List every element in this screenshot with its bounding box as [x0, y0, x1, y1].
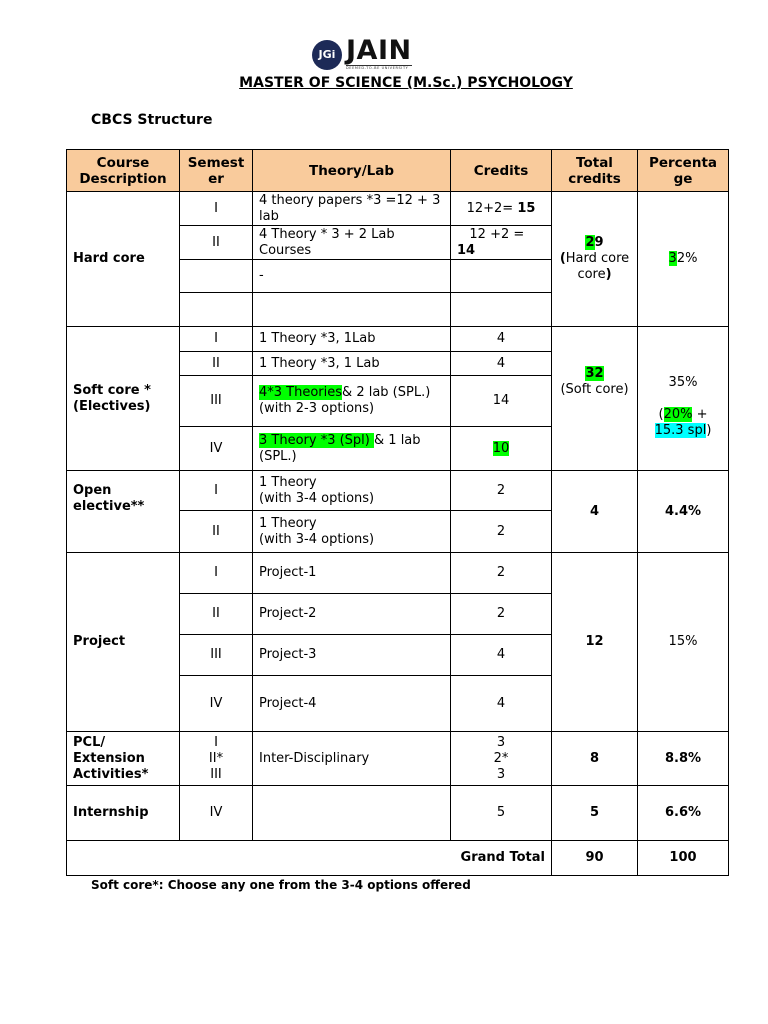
internship-label: Internship [67, 786, 180, 841]
theory-cell: Inter-Disciplinary [253, 732, 451, 786]
open-elective-label: Open elective** [67, 471, 180, 553]
logo-badge: JGi [312, 40, 342, 70]
grand-total-credits: 90 [552, 841, 638, 876]
credits-cell: 2 [451, 471, 552, 511]
table-row [67, 471, 729, 511]
semester-cell: III [180, 635, 253, 676]
credits-cell: 3 2* 3 [451, 732, 552, 786]
semester-cell: IV [180, 676, 253, 732]
semester-cell: I [180, 327, 253, 352]
table-row [67, 192, 729, 226]
theory-cell: 1 Theory *3, 1Lab [253, 327, 451, 352]
table-row [67, 786, 729, 841]
credits-cell: 4 [451, 352, 552, 376]
theory-cell: 4 Theory * 3 + 2 Lab Courses [253, 226, 451, 260]
semester-cell: I [180, 471, 253, 511]
jain-logo [312, 35, 412, 71]
pcl-total: 8 [552, 732, 638, 786]
hard-core-total: 29 (Hard core core) [552, 192, 638, 327]
theory-cell [253, 786, 451, 841]
header-course-description: Course Description [67, 150, 180, 192]
semester-cell: I [180, 192, 253, 226]
page-title: MASTER OF SCIENCE (M.Sc.) PSYCHOLOGY [239, 75, 573, 91]
theory-cell: 4*3 Theories& 2 lab (SPL.) (with 2-3 options) [253, 376, 451, 427]
logo-word: JAIN [346, 35, 412, 66]
header-row [67, 150, 729, 192]
soft-core-percentage: 35% (20% + 15.3 spl) [638, 327, 729, 471]
credits-cell: 4 [451, 327, 552, 352]
grand-total-percentage: 100 [638, 841, 729, 876]
credits-cell: 10 [451, 427, 552, 471]
semester-cell: IV [180, 427, 253, 471]
credits-cell: 12+2= 15 [451, 192, 552, 226]
header-percentage: Percenta ge [638, 150, 729, 192]
internship-percentage: 6.6% [638, 786, 729, 841]
hard-core-label: Hard core [67, 192, 180, 327]
credits-cell [451, 260, 552, 293]
open-elective-percentage: 4.4% [638, 471, 729, 553]
theory-cell: Project-4 [253, 676, 451, 732]
theory-cell: 1 Theory (with 3-4 options) [253, 471, 451, 511]
semester-cell: I II* III [180, 732, 253, 786]
table-row [67, 327, 729, 352]
semester-cell [180, 293, 253, 327]
soft-core-total: 32 (Soft core) [552, 327, 638, 471]
semester-cell: II [180, 594, 253, 635]
pcl-label: PCL/ Extension Activities* [67, 732, 180, 786]
theory-cell: Project-1 [253, 553, 451, 594]
credits-cell: 2 [451, 511, 552, 553]
credits-cell: 2 [451, 553, 552, 594]
project-label: Project [67, 553, 180, 732]
grand-total-label: Grand Total [67, 841, 552, 876]
semester-cell: I [180, 553, 253, 594]
theory-cell [253, 293, 451, 327]
project-total: 12 [552, 553, 638, 732]
semester-cell: II [180, 226, 253, 260]
theory-cell: 4 theory papers *3 =12 + 3 lab [253, 192, 451, 226]
grand-total-row [67, 841, 729, 876]
credits-cell: 4 [451, 635, 552, 676]
semester-cell: II [180, 511, 253, 553]
section-subtitle: CBCS Structure [91, 112, 213, 128]
credits-cell: 5 [451, 786, 552, 841]
theory-cell: Project-2 [253, 594, 451, 635]
credits-cell: 14 [451, 376, 552, 427]
semester-cell: IV [180, 786, 253, 841]
semester-cell: III [180, 376, 253, 427]
cbcs-table [66, 149, 729, 876]
theory-cell: 1 Theory *3, 1 Lab [253, 352, 451, 376]
open-elective-total: 4 [552, 471, 638, 553]
internship-total: 5 [552, 786, 638, 841]
header-credits: Credits [451, 150, 552, 192]
credits-cell: 12 +2 = 14 [451, 226, 552, 260]
theory-cell: 1 Theory (with 3-4 options) [253, 511, 451, 553]
footnote: Soft core*: Choose any one from the 3-4 options offered [91, 878, 471, 892]
theory-cell: 3 Theory *3 (Spl) & 1 lab (SPL.) [253, 427, 451, 471]
semester-cell: II [180, 352, 253, 376]
soft-core-label: Soft core * (Electives) [67, 327, 180, 471]
pcl-percentage: 8.8% [638, 732, 729, 786]
theory-cell: - [253, 260, 451, 293]
credits-cell: 4 [451, 676, 552, 732]
credits-cell: 2 [451, 594, 552, 635]
table-row [67, 553, 729, 594]
theory-cell: Project-3 [253, 635, 451, 676]
hard-core-percentage: 32% [638, 192, 729, 327]
credits-cell [451, 293, 552, 327]
header-theory-lab: Theory/Lab [253, 150, 451, 192]
project-percentage: 15% [638, 553, 729, 732]
logo-tagline: DEEMED-TO-BE UNIVERSITY [346, 65, 412, 71]
semester-cell [180, 260, 253, 293]
header-total-credits: Total credits [552, 150, 638, 192]
header-semester: Semest er [180, 150, 253, 192]
table-row [67, 732, 729, 786]
